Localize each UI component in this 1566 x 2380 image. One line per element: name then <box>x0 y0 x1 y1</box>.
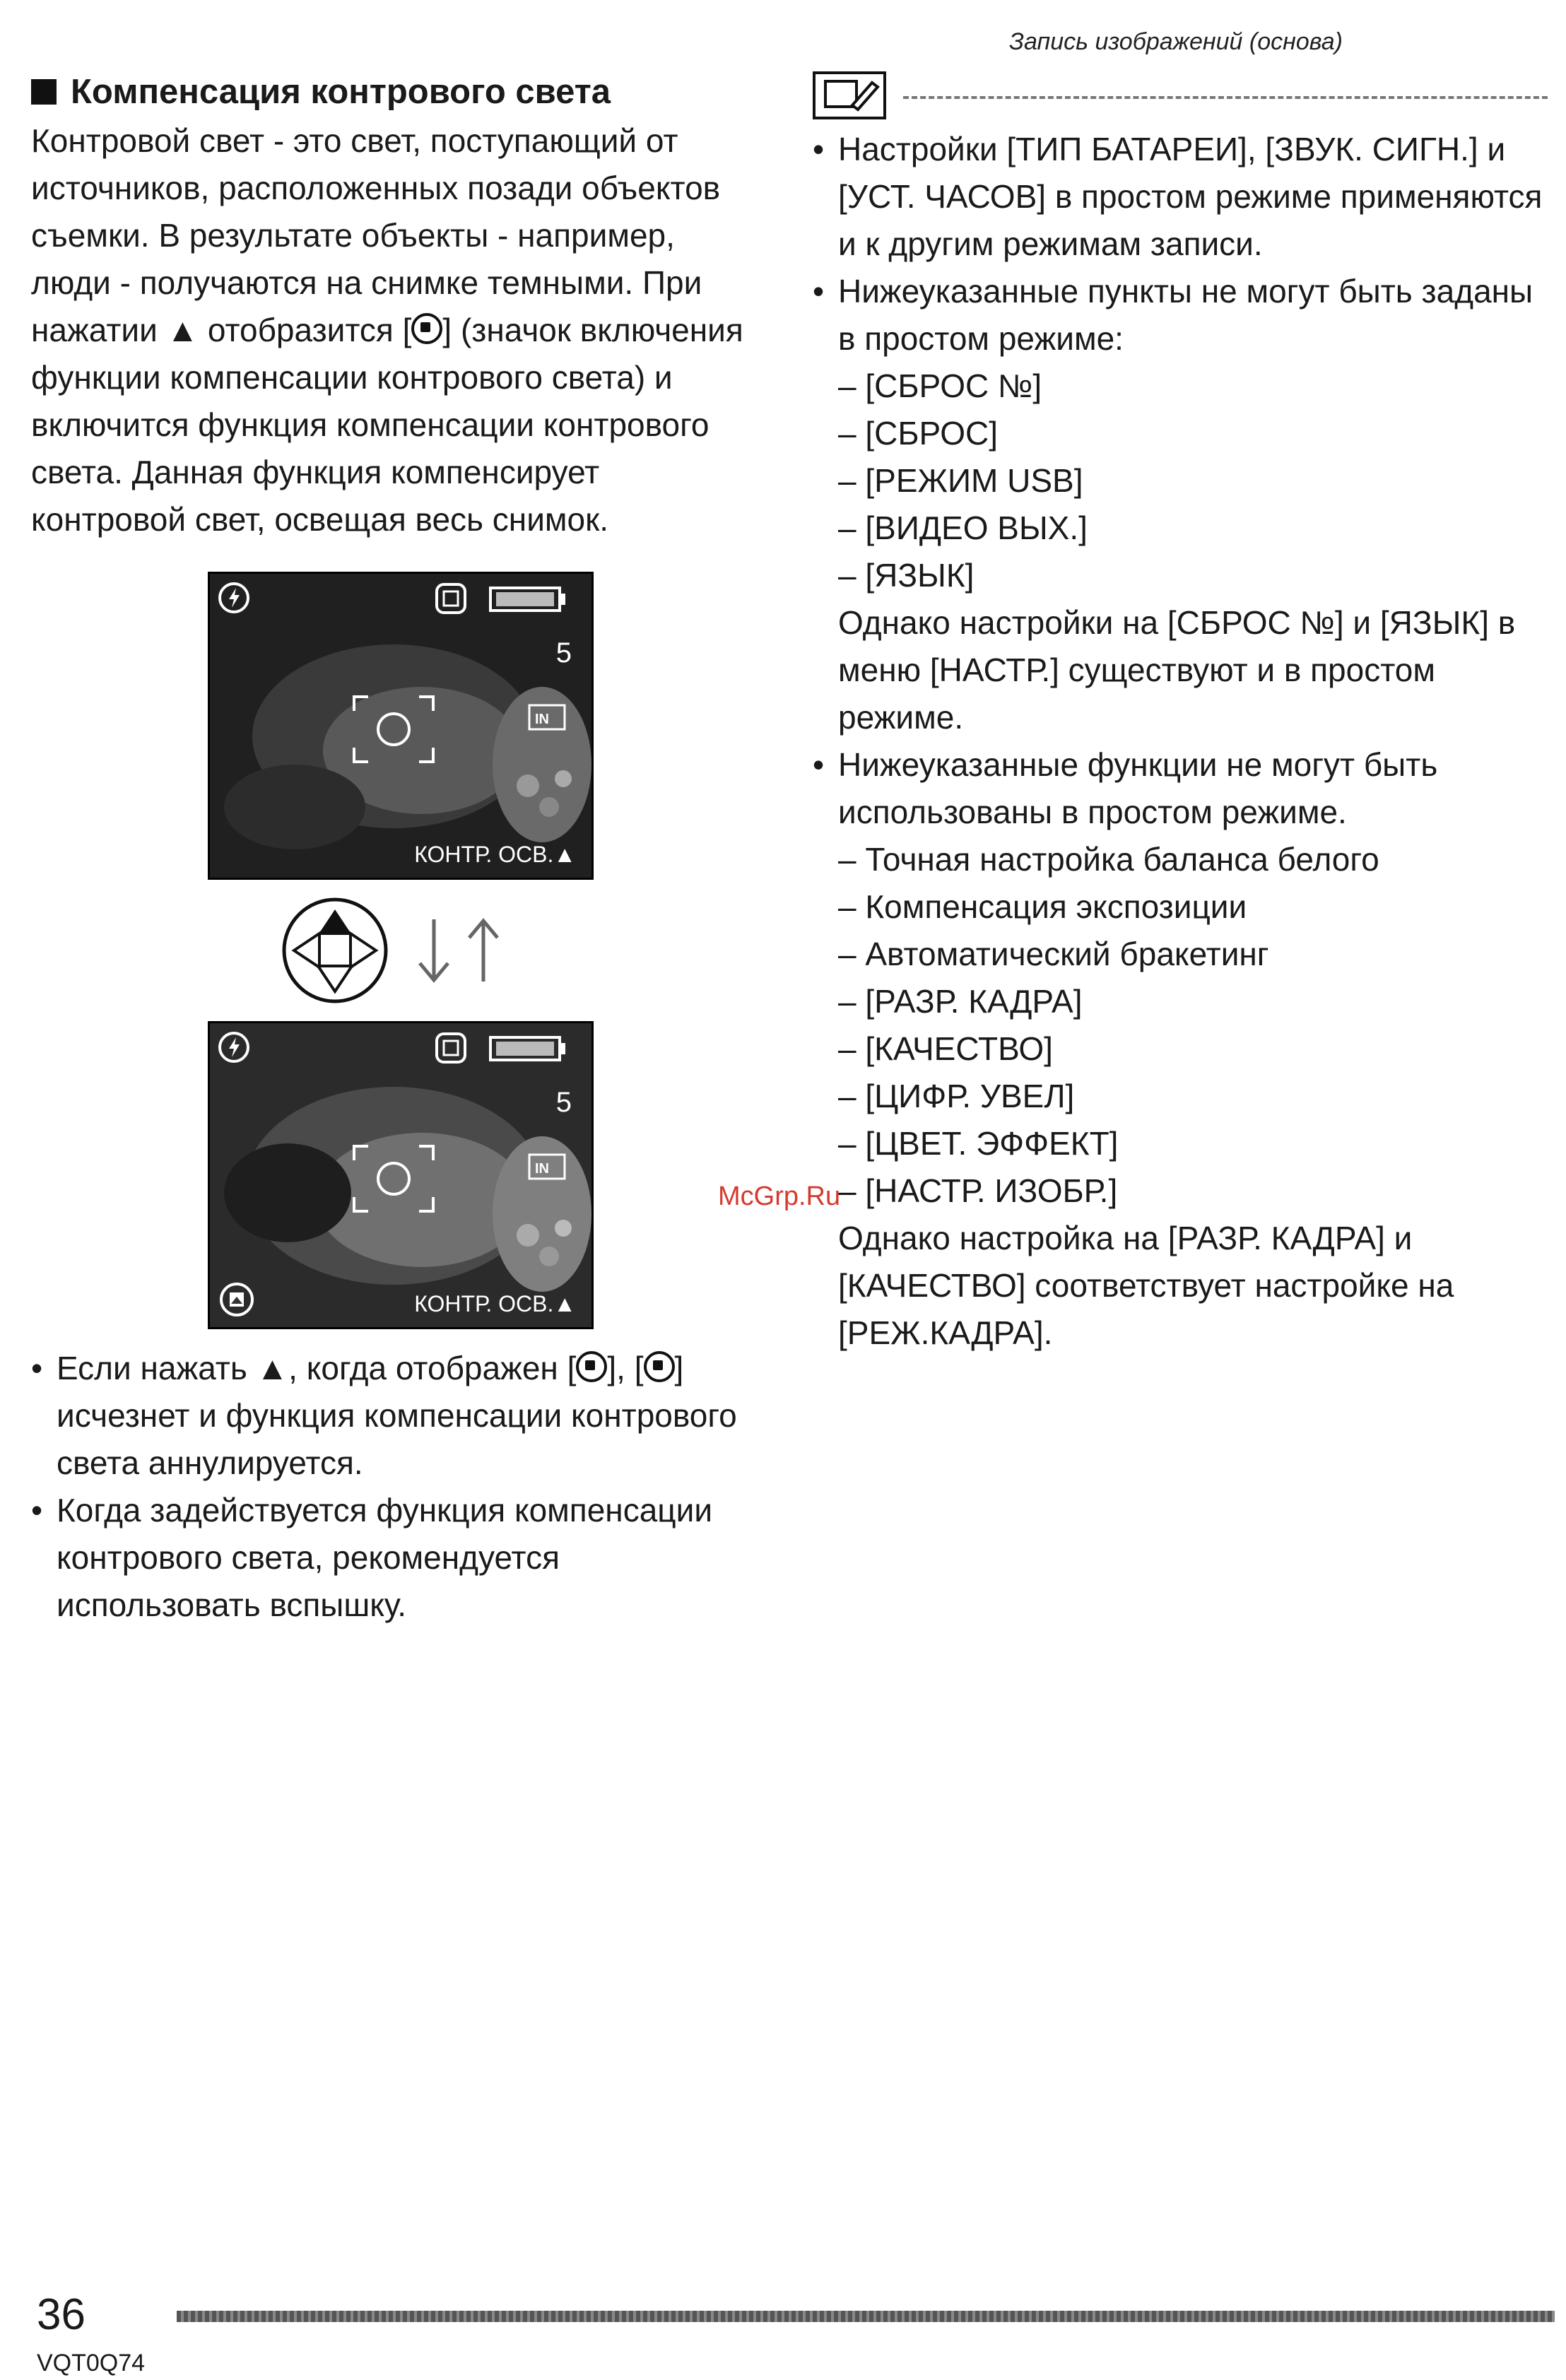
section-title: Компенсация контрового света <box>71 73 611 111</box>
internal-memory-icon <box>528 1149 567 1180</box>
list-item: – Компенсация экспозиции <box>838 888 1247 925</box>
remaining-shots: 5 <box>555 1087 572 1118</box>
svg-text:IN: IN <box>535 712 549 727</box>
focus-mode-icon <box>435 1032 467 1064</box>
page-number: 36 <box>37 2290 86 2339</box>
list-item: • Нижеуказанные функции не могут быть использованы в простом режиме. <box>813 741 1548 836</box>
list-item: – [СБРОС №] <box>838 367 1042 404</box>
battery-icon <box>489 1036 567 1061</box>
screen-caption: КОНТР. ОСВ.▲ <box>414 1291 576 1316</box>
memo-header <box>813 71 1548 120</box>
list-item: – [ВИДЕО ВЫХ.] <box>838 509 1088 546</box>
list-item: – [НАСТР. ИЗОБР.] <box>838 1172 1118 1209</box>
flash-icon <box>217 1030 251 1064</box>
right-column <box>813 71 1548 1357</box>
down-arrow-icon <box>413 915 455 986</box>
note-paragraph: Однако настройки на [СБРОС №] и [ЯЗЫК] в меню [НАСТР.] существуют и в простом режиме. <box>838 604 1516 736</box>
cursor-button-icon <box>278 894 392 1007</box>
document-code: VQT0Q74 <box>37 2350 146 2376</box>
remaining-shots: 5 <box>555 637 572 668</box>
lcd-screen-before <box>208 572 594 880</box>
note-text: Нижеуказанные пункты не могут быть заданы в простом режиме: <box>838 273 1533 357</box>
note-text: ] исчезнет и функция компенсации контрового света аннулируется. <box>57 1350 737 1481</box>
backlight-compensation-icon <box>576 1351 607 1382</box>
focus-mode-icon <box>435 582 467 615</box>
battery-icon <box>489 587 567 612</box>
note-text: ], [ <box>607 1350 644 1386</box>
left-column <box>31 71 759 1629</box>
list-item: – [СБРОС] <box>838 415 999 452</box>
intro-text-2: ] (значок включения функции компенсации контрового света) и включится функция компенсации контрового света. Данная функция компенсирует контровой свет, освещая весь снимок. <box>31 312 743 538</box>
running-header: Запись изображений (основа) <box>1009 28 1343 55</box>
footer-rule <box>177 2311 1555 2322</box>
right-notes-list-2 <box>813 741 1548 836</box>
list-item: • Настройки [ТИП БАТАРЕИ], [ЗВУК. СИГН.] и [УСТ. ЧАСОВ] в простом режиме применяются и к другим режимам записи. <box>813 126 1548 268</box>
note-text: Если нажать ▲, когда отображен [ <box>57 1350 577 1386</box>
af-frame-icon <box>351 1143 436 1214</box>
left-notes-list <box>31 1345 759 1629</box>
list-item <box>31 1345 759 1487</box>
backlight-compensation-icon <box>411 313 442 344</box>
unavailable-functions-list <box>813 836 1548 1215</box>
memo-dashed-rule <box>903 96 1548 99</box>
note-paragraph: Однако настройка на [РАЗР. КАДРА] и [КАЧЕСТВО] соответствует настройке на [РЕЖ.КАДРА]. <box>838 1220 1454 1351</box>
list-item: – [КАЧЕСТВО] <box>838 1030 1053 1067</box>
list-item: – [ЦВЕТ. ЭФФЕКТ] <box>838 1125 1119 1162</box>
intro-text-1: Контровой свет - это свет, поступающий от источников, расположенных позади объектов съемки. В результате объекты - например, люди - получаются на снимке темными. При нажатии ▲ отобразится [ <box>31 122 721 348</box>
right-notes-list <box>813 126 1548 363</box>
list-item: – [РАЗР. КАДРА] <box>838 983 1083 1020</box>
screen-caption: КОНТР. ОСВ.▲ <box>414 842 576 867</box>
unavailable-items-list <box>813 363 1548 599</box>
backlight-compensation-icon <box>644 1351 675 1382</box>
list-item: – [ЯЗЫК] <box>838 557 975 594</box>
backlight-compensation-icon <box>218 1281 255 1318</box>
up-arrow-icon <box>462 915 505 986</box>
square-bullet-icon <box>31 79 57 105</box>
list-item: • Когда задействуется функция компенсации контрового света, рекомендуется использовать вспышку. <box>31 1487 759 1629</box>
internal-memory-icon <box>528 700 567 731</box>
lcd-screen-after <box>208 1021 594 1329</box>
memo-icon <box>813 71 886 119</box>
list-item: – [ЦИФР. УВЕЛ] <box>838 1078 1075 1114</box>
list-item: – [РЕЖИМ USB] <box>838 462 1083 499</box>
list-item <box>813 268 1548 363</box>
af-frame-icon <box>351 694 436 765</box>
svg-text:IN: IN <box>535 1161 549 1177</box>
list-item: – Точная настройка баланса белого <box>838 841 1379 878</box>
flash-icon <box>217 581 251 615</box>
control-arrows-row <box>208 880 759 1021</box>
camera-screens-figure <box>208 572 759 1329</box>
watermark: McGrp.Ru <box>718 1182 841 1211</box>
section-heading <box>31 71 759 113</box>
intro-paragraph <box>31 117 759 543</box>
list-item: – Автоматический бракетинг <box>838 936 1269 972</box>
